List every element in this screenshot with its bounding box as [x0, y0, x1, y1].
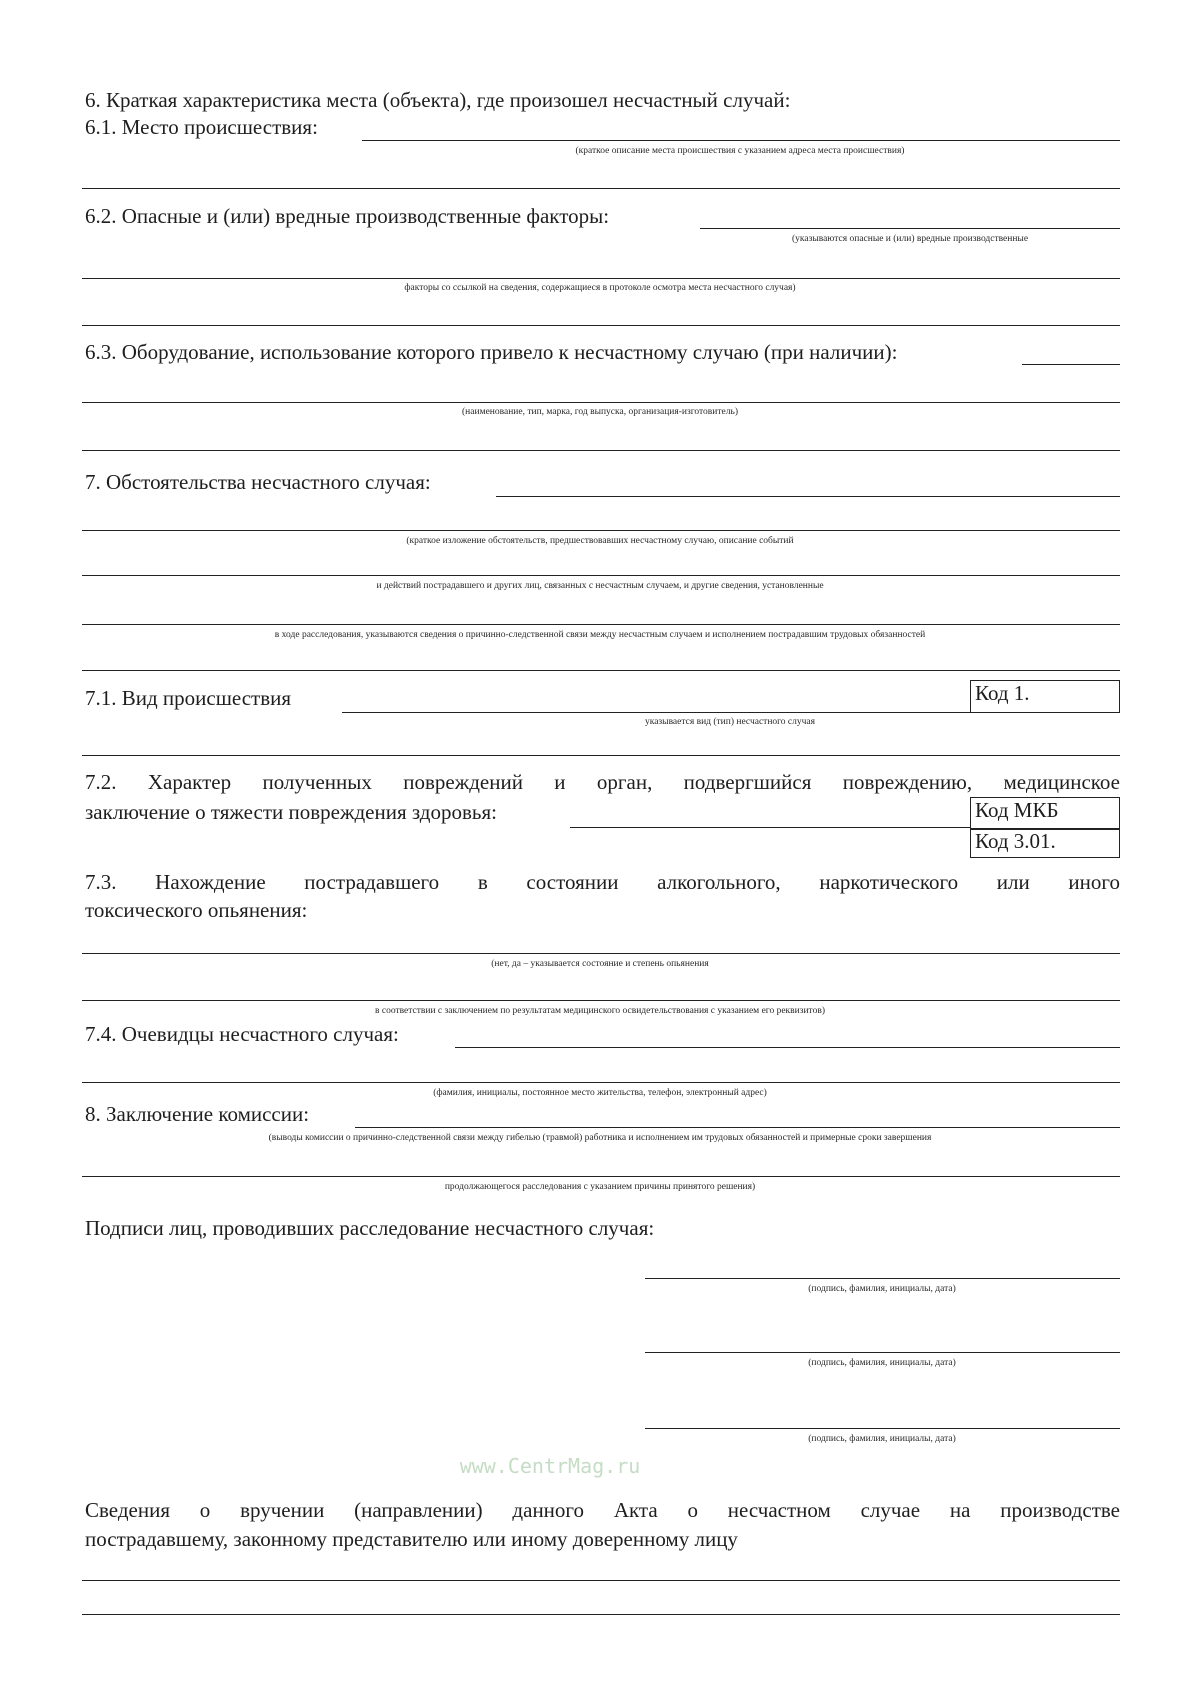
circumstances-input-line[interactable]	[496, 496, 1120, 497]
icd-code-box[interactable]: Код МКБ	[970, 797, 1120, 830]
circumstances-input-line-2[interactable]	[82, 530, 1120, 531]
hazard-factors-caption-2: факторы со ссылкой на сведения, содержащиеся в протоколе осмотра места несчастного случая)	[404, 283, 796, 293]
circumstances-input-line-4[interactable]	[82, 624, 1120, 625]
place-caption: (краткое описание места происшествия с указанием адреса места происшествия)	[575, 146, 905, 156]
place-label: 6.1. Место происшествия:	[85, 115, 318, 139]
witnesses-input-line[interactable]	[455, 1047, 1120, 1048]
circumstances-input-line-5[interactable]	[82, 670, 1120, 671]
equipment-input-line-3[interactable]	[82, 450, 1120, 451]
equipment-caption: (наименование, тип, марка, год выпуска, организация-изготовитель)	[462, 407, 738, 417]
delivery-input-line-1[interactable]	[82, 1580, 1120, 1581]
witnesses-caption: (фамилия, инициалы, постоянное место жительства, телефон, электронный адрес)	[433, 1088, 767, 1098]
witnesses-label: 7.4. Очевидцы несчастного случая:	[85, 1022, 399, 1046]
commission-conclusion-label: 8. Заключение комиссии:	[85, 1102, 310, 1126]
place-input-line-2[interactable]	[82, 188, 1120, 189]
signature-caption-3: (подпись, фамилия, инициалы, дата)	[808, 1434, 956, 1444]
equipment-input-line[interactable]	[1022, 364, 1120, 365]
equipment-label: 6.3. Оборудование, использование которого привело к несчастному случаю (при наличии):	[85, 340, 898, 364]
circumstances-caption-3: в ходе расследования, указываются сведения о причинно-следственной связи между несчастным случаем и исполнением пострадавшим трудовых обязанностей	[274, 630, 926, 640]
signature-line-1[interactable]	[645, 1278, 1120, 1279]
delivery-info-label-2: пострадавшему, законному представителю или иному доверенному лицу	[85, 1527, 738, 1551]
hazard-factors-label: 6.2. Опасные и (или) вредные производственные факторы:	[85, 204, 610, 228]
intoxication-label-2: токсического опьянения:	[85, 898, 308, 922]
signature-line-2[interactable]	[645, 1352, 1120, 1353]
hazard-factors-caption-1: (указываются опасные и (или) вредные производственные	[791, 234, 1029, 244]
injury-nature-label-2: заключение о тяжести повреждения здоровья:	[85, 800, 497, 824]
incident-type-code-box[interactable]: Код 1.	[970, 680, 1120, 713]
equipment-input-line-2[interactable]	[82, 402, 1120, 403]
signature-line-3[interactable]	[645, 1428, 1120, 1429]
circumstances-caption-1: (краткое изложение обстоятельств, предшествовавших несчастному случаю, описание событий	[406, 536, 794, 546]
intoxication-input-line-2[interactable]	[82, 1000, 1120, 1001]
incident-type-input-line-2[interactable]	[82, 755, 1120, 756]
circumstances-caption-2: и действий пострадавшего и других лиц, связанных с несчастным случаем, и другие сведения, установленные	[376, 581, 824, 591]
signature-caption-2: (подпись, фамилия, инициалы, дата)	[808, 1358, 956, 1368]
witnesses-input-line-2[interactable]	[82, 1082, 1120, 1083]
incident-type-input-line[interactable]	[342, 712, 972, 713]
delivery-info-label-1: Сведения о вручении (направлении) данного Акта о несчастном случае на производстве	[85, 1498, 1120, 1522]
circumstances-input-line-3[interactable]	[82, 575, 1120, 576]
code-301-box[interactable]: Код 3.01.	[970, 828, 1120, 858]
commission-conclusion-input-line-2[interactable]	[82, 1176, 1120, 1177]
signatures-title: Подписи лиц, проводивших расследование несчастного случая:	[85, 1216, 655, 1240]
section-6-title: 6. Краткая характеристика места (объекта), где произошел несчастный случай:	[85, 88, 791, 112]
commission-conclusion-input-line[interactable]	[355, 1127, 1120, 1128]
injury-nature-label-1: 7.2. Характер полученных повреждений и орган, подвергшийся повреждению, медицинское	[85, 770, 1120, 794]
intoxication-caption-1: (нет, да – указывается состояние и степень опьянения	[491, 959, 709, 969]
intoxication-label-1: 7.3. Нахождение пострадавшего в состоянии алкогольного, наркотического или иного	[85, 870, 1120, 894]
place-input-line[interactable]	[362, 140, 1120, 141]
incident-type-caption: указывается вид (тип) несчастного случая	[644, 717, 816, 727]
intoxication-caption-2: в соответствии с заключением по результатам медицинского освидетельствования с указанием его реквизитов)	[375, 1006, 825, 1016]
intoxication-input-line[interactable]	[82, 953, 1120, 954]
commission-conclusion-caption-1: (выводы комиссии о причинно-следственной связи между гибелью (травмой) работника и исполнением им трудовых обязанностей и примерные сроки завершения	[268, 1133, 932, 1143]
delivery-input-line-2[interactable]	[82, 1614, 1120, 1615]
signature-caption-1: (подпись, фамилия, инициалы, дата)	[808, 1284, 956, 1294]
injury-nature-input-line[interactable]	[570, 827, 970, 828]
hazard-factors-input-line-3[interactable]	[82, 325, 1120, 326]
commission-conclusion-caption-2: продолжающегося расследования с указанием причины принятого решения)	[444, 1182, 756, 1192]
incident-type-label: 7.1. Вид происшествия	[85, 686, 292, 710]
circumstances-label: 7. Обстоятельства несчастного случая:	[85, 470, 431, 494]
hazard-factors-input-line[interactable]	[700, 228, 1120, 229]
hazard-factors-input-line-2[interactable]	[82, 278, 1120, 279]
watermark-text: www.CentrMag.ru	[459, 1454, 641, 1478]
